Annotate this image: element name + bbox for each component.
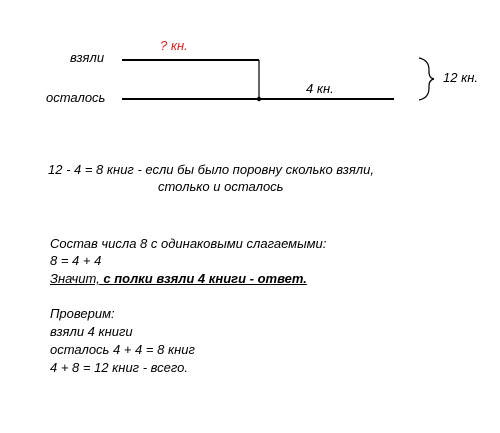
conclusion-answer: с полки взяли 4 книги - ответ. — [103, 271, 307, 286]
composition-equation: 8 = 4 + 4 — [50, 253, 102, 268]
check-line-2: осталось 4 + 4 = 8 книг — [50, 342, 195, 357]
taken-label: взяли — [70, 50, 105, 65]
equation-line: 12 - 4 = 8 книг - если бы было поровну сколько взяли, — [48, 162, 374, 177]
composition-line: Состав числа 8 с одинаковыми слагаемыми: — [50, 236, 327, 251]
unknown-count-label: ? кн. — [160, 38, 188, 53]
total-count-label: 12 кн. — [443, 70, 478, 85]
split-point — [257, 97, 261, 101]
conclusion-prefix: Значит, — [50, 271, 100, 286]
remaining-label: осталось — [46, 90, 106, 105]
equation-continuation: столько и осталось — [158, 179, 284, 194]
check-line-1: взяли 4 книги — [50, 324, 133, 339]
check-title: Проверим: — [50, 306, 115, 321]
total-brace — [419, 58, 434, 100]
conclusion-line — [50, 271, 307, 286]
part-count-label: 4 кн. — [306, 81, 334, 96]
check-line-3: 4 + 8 = 12 книг - всего. — [50, 360, 188, 375]
